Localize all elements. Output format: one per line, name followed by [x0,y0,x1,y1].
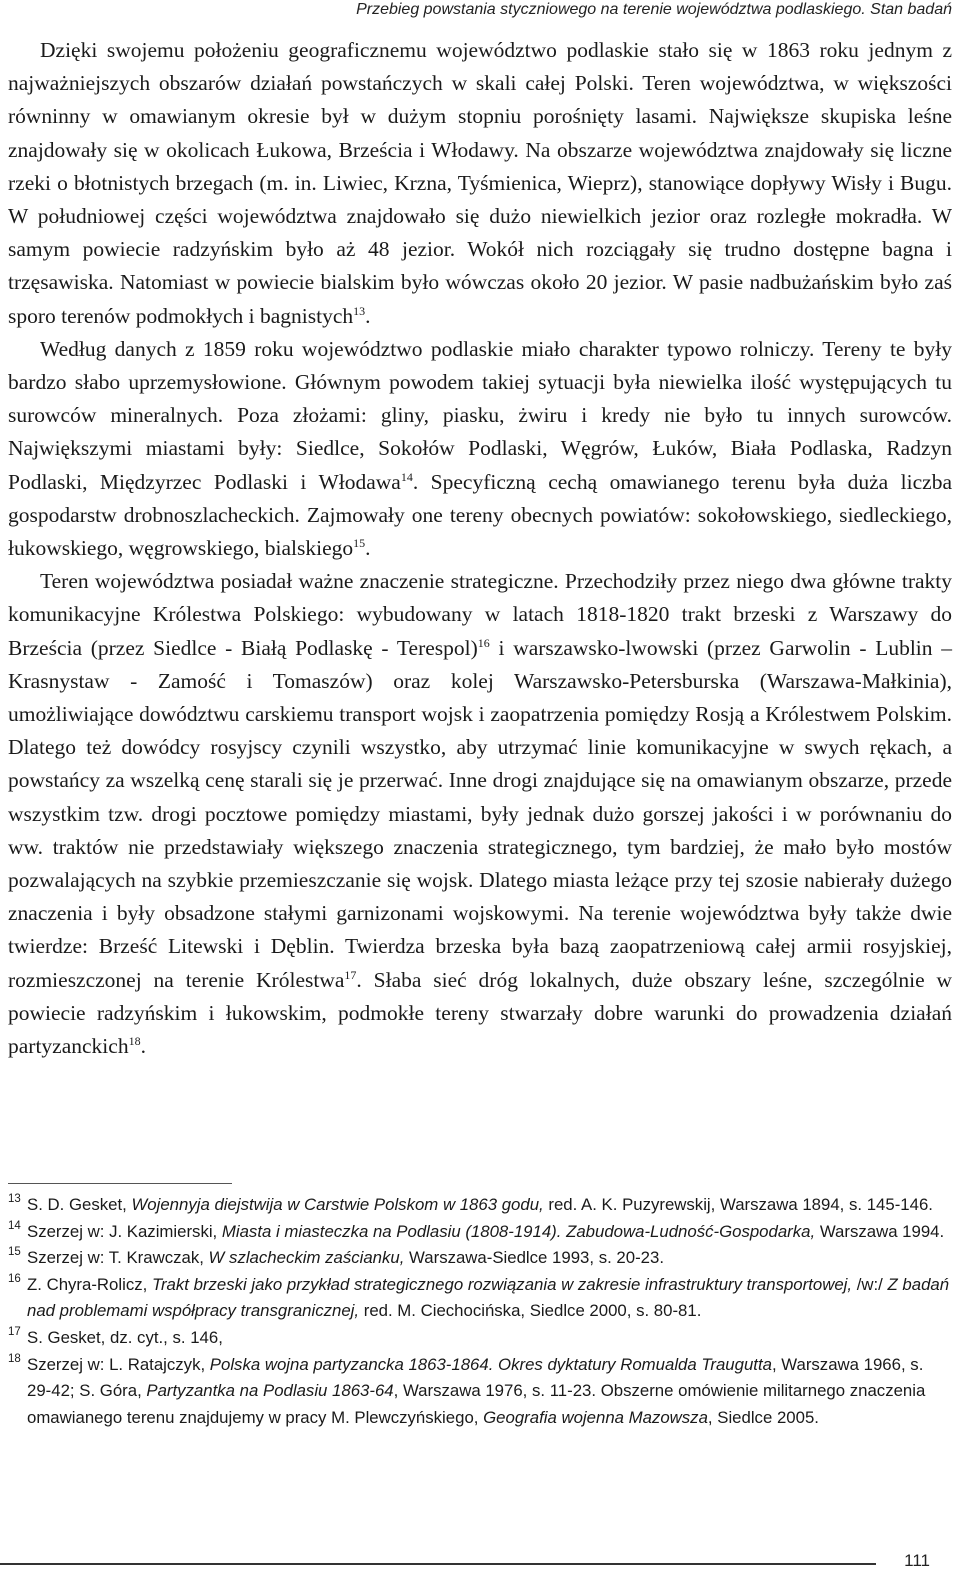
running-header: Przebieg powstania styczniowego na terenie województwa podlaskiego. Stan badań [356,1,952,18]
paragraph-2-text: Według danych z 1859 roku województwo podlaskie miało charakter typowo rolniczy. Tereny te były bardzo słabo uprzemysłowione. Głównym powodem takiej sytuacji była niewielka ilość występujących tu surowców mineralnych. Poza złożami: gliny, piasku, żwiru i kredy nie było tu innych surowców. Największymi miastami były: Siedlce, Sokołów Podlaski, Węgrów, Łuków, Biała Podlaska, Radzyn Podlaski, Międzyrzec Podlaski i Włodawa [8,336,952,494]
paragraph-3-continuation-2: . Słaba sieć dróg lokalnych, duże obszary leśne, szczególnie w powiecie radzyńskim i łukowskim, podmokłe tereny stwarzały dobre warunki do prowadzenia działań partyzanckich [8,967,953,1059]
footnote-16 [8,1272,952,1325]
footnote-text: S. Gesket, dz. cyt., s. 146, [27,1327,223,1347]
footnote-text: , Warszawa 1966, s. 29-42; S. Góra, [27,1354,924,1401]
footnote-title: Geografia wojenna Mazowsza [483,1407,708,1427]
footnote-title: Z badań nad problemami współpracy transgranicznej, [27,1274,950,1321]
footnote-number: 14 [8,1219,21,1232]
footnote-title: W szlacheckim zaścianku, [208,1248,405,1268]
footnote-17 [8,1325,952,1352]
footnote-number: 13 [8,1193,21,1205]
footnote-ref-17[interactable]: 17 [344,967,357,982]
footnote-text: red. M. Ciechocińska, Siedlce 2000, s. 80-81. [359,1301,702,1321]
footnote-text: Szerzej w: T. Krawczak, [27,1248,209,1268]
main-text [8,34,952,1063]
footnote-title: Trakt brzeski jako przykład strategicznego rozwiązania w zakresie infrastruktury transportowej, [151,1274,853,1294]
footnote-number: 15 [8,1246,21,1259]
paragraph-1 [8,34,952,333]
paragraph-3 [8,565,952,1063]
paragraph-3-end: . [140,1034,146,1059]
footnote-number: 18 [8,1352,21,1365]
footnotes [8,1192,952,1431]
footnote-separator [8,1183,232,1184]
footnote-text: Szerzej w: L. Ratajczyk, [27,1354,210,1374]
footnote-text: S. D. Gesket, [27,1195,132,1214]
paragraph-2-end: . [365,536,371,561]
footnote-ref-14[interactable]: 14 [400,469,413,484]
footnote-13 [8,1192,952,1219]
page-footer [0,1552,960,1572]
footer-rule [0,1563,876,1565]
footnote-title: Polska wojna partyzancka 1863-1864. Okres dyktatury Romualda Traugutta [209,1354,772,1374]
footnote-ref-15[interactable]: 15 [353,535,366,550]
footnote-text: /w:/ [852,1274,888,1294]
footnote-title: Partyzantka na Podlasiu 1863-64 [146,1381,394,1401]
footnote-text: Warszawa-Siedlce 1993, s. 20-23. [404,1248,664,1268]
footnote-ref-16[interactable]: 16 [477,635,490,650]
footnote-number: 16 [8,1272,21,1285]
footnote-ref-13[interactable]: 13 [353,303,366,318]
footnote-title: Wojennyja diejstwija w Carstwie Polskom w 1863 godu, [131,1195,544,1214]
paragraph-3-continuation: i warszawsko-lwowski (przez Garwolin - Lublin – Krasnystaw - Zamość i Tomaszów) oraz kolej Warszawsko-Petersburska (Warszawa-Małkinia), umożliwiające dowództwu carskiemu transport wojsk i zaopatrzenia pomiędzy Rosją a Królestwem Polskim. Dlatego też dowódcy rosyjscy czynili wszystko, aby utrzymać linie komunikacyjne w swych rękach, a powstańcy za wszelką cenę starali się je przerwać. Inne drogi znajdujące się na omawianym obszarze, przede wszystkim tzw. drogi pocztowe pomiędzy miastami, były jednak dużo gorszej jakości i w porównaniu do ww. traktów nie przedstawiały większego znaczenia strategicznego, tym bardziej, że mało było mostów pozwalających na szybkie przemieszczanie się wojsk. Dlatego miasta leżące przy tej szosie nabierały dużego znaczenia i były obsadzone stałymi garnizonami wojskowymi. Na terenie województwa były także dwie twierdze: Brześć Litewski i Dęblin. Twierdza brzeska była bazą zaopatrzeniową całej armii rosyjskiej, rozmieszczonej na terenie Królestwa [8,635,952,992]
page-number: 111 [904,1551,930,1570]
paragraph-3-text: Teren województwa posiadał ważne znaczenie strategiczne. Przechodziły przez niego dwa główne trakty komunikacyjne Królestwa Polskiego: wybudowany w latach 1818-1820 trakt brzeski z Warszawy do Brześcia (przez Siedlce - Białą Podlaskę - Terespol) [8,569,952,660]
footnote-ref-18[interactable]: 18 [128,1033,141,1048]
footnote-text: , Warszawa 1976, s. 11-23. Obszerne omówienie militarnego znaczenia omawianego terenu znajdujemy w pracy M. Plewczyńskiego, [27,1381,926,1427]
paragraph-1-end: . [365,303,371,328]
paragraph-1-text: Dzięki swojemu położeniu geograficznemu województwo podlaskie stało się w 1863 roku jednym z najważniejszych obszarów działań powstańczych w skali całej Polski. Teren województwa, w większości równinny w omawianym okresie był w dużym stopniu porośnięty lasami. Największe skupiska leśne znajdowały się w okolicach Łukowa, Brześcia i Włodawy. Na obszarze województwa znajdowały się liczne rzeki o błotnistych brzegach (m. in. Liwiec, Krzna, Tyśmienica, Wieprz), stanowiące dopływy Wisły i Bugu. W południowej części województwa znajdowało się dużo niewielkich jezior oraz rozległe mokradła. W samym powiecie radzyńskim było aż 48 jezior. Wokół nich rozciągały się trudno dostępne bagna i trzęsawiska. Natomiast w powiecie bialskim było wówczas około 20 jezior. W pasie nadbużańskim było zaś sporo terenów podmokłych i bagnistych [8,38,952,328]
footnote-14 [8,1219,952,1246]
footnote-number: 17 [8,1325,21,1338]
footnote-text: , Siedlce 2005. [707,1407,819,1427]
footnote-text: Szerzej w: J. Kazimierski, [27,1221,222,1241]
paragraph-2-continuation: . Specyficzną cechą omawianego terenu była duża liczba gospodarstw drobnoszlacheckich. Zajmowały one tereny obecnych powiatów: sokołowskiego, siedleckiego, łukowskiego, węgrowskiego, bialskiego [8,469,952,561]
footnote-text: red. A. K. Puzyrewskij, Warszawa 1894, s. 145-146. [543,1195,933,1214]
footnote-text: Warszawa 1994. [815,1221,945,1241]
footnote-title: Miasta i miasteczka na Podlasiu (1808-1914). Zabudowa-Ludność-Gospodarka, [221,1221,816,1241]
footnote-text: Z. Chyra-Rolicz, [27,1274,152,1294]
paragraph-2 [8,333,952,565]
footnote-18 [8,1352,952,1432]
footnote-15 [8,1245,952,1272]
